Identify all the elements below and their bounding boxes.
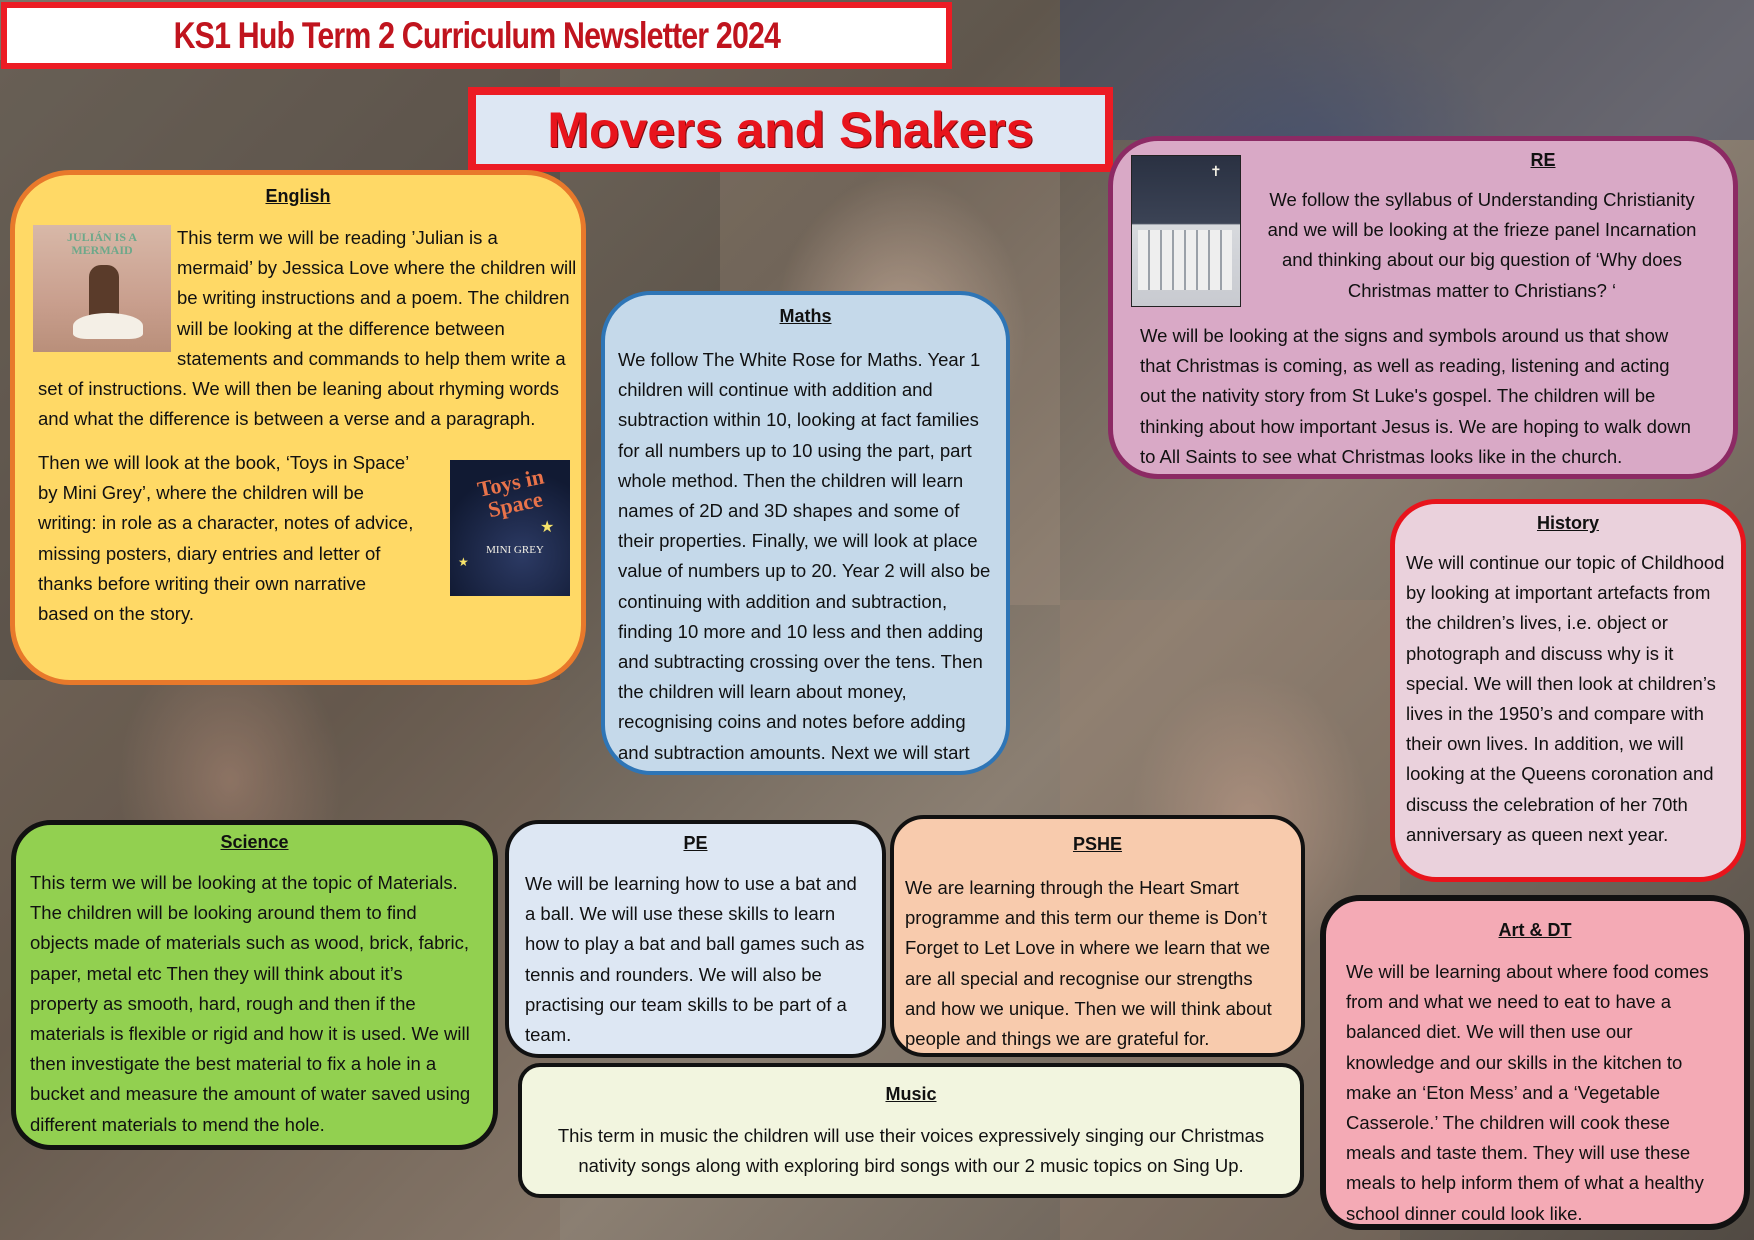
julian-is-a-mermaid-book-cover [33,225,171,352]
history-line: their own lives. In addition, we will [1406,733,1684,755]
history-line: anniversary as queen next year. [1406,823,1669,845]
maths-line: children will continue with addition and [618,379,933,401]
science-section [11,820,498,1150]
maths-line: continuing with addition and subtraction, [618,590,948,612]
music-body [522,1121,1300,1181]
music-line: nativity songs along with exploring bird songs with our 2 music topics on Sing Up. [578,1155,1244,1177]
pshe-line: programme and this term our theme is Don’t [905,907,1267,929]
science-line: materials is flexible or rigid and how it is used. We will [30,1023,470,1045]
pe-line: practising our team skills to be part of a [525,993,847,1015]
book-cover-author: MINI GREY [486,544,544,556]
maths-line: whole method. Then the children will learn [618,469,964,491]
history-line: discuss the celebration of her 70th [1406,793,1688,815]
art-dt-line: make an ‘Eton Mess’ and a ‘Vegetable [1346,1081,1661,1103]
pshe-line: and how we unique. Then we will think about [905,997,1272,1019]
maths-line: value of numbers up to 20. Year 2 will also be [618,560,991,582]
english-line: set of instructions. We will then be leaning about rhyming words [38,378,560,399]
english-line: statements and commands to help them write a [177,347,566,369]
art-dt-line: balanced diet. We will then use our [1346,1021,1633,1043]
maths-line: and subtraction amounts. Next we will start [618,741,970,763]
re-section [1108,136,1738,479]
music-heading: Music [885,1084,937,1104]
maths-heading: Maths [779,306,832,326]
star-icon: ★ [540,519,555,536]
pshe-line: Forget to Let Love in where we learn that we [905,937,1271,959]
newsletter-title-banner [1,2,952,69]
science-line: bucket and measure the amount of water saved using [30,1083,471,1105]
re-line: thinking about how important Jesus is. We are hoping to walk down [1140,415,1691,437]
english-line: will be looking at the difference between [177,317,505,339]
maths-line: recognising coins and notes before adding [618,711,966,733]
science-line: paper, metal etc Then they will think about it’s [30,962,403,984]
re-line: We follow the syllabus of Understanding Christianity [1269,189,1695,210]
pe-line: team. [525,1024,572,1046]
book-cover-title: Toys in Space [475,463,547,523]
art-dt-line: from and what we need to eat to have a [1346,991,1671,1013]
pshe-section [890,815,1305,1057]
maths-line: and subtracting crossing over the tens. Then [618,651,983,673]
maths-line: subtraction within 10, looking at fact families [618,409,979,431]
english-line: writing: in role as a character, notes of advice, [38,512,414,534]
re-heading: RE [1530,150,1556,170]
pshe-line: people and things we are grateful for. [905,1028,1210,1050]
art-dt-line: We will be learning about where food comes [1346,961,1709,982]
english-line: by Mini Grey’, where the children will be [38,482,364,504]
art-dt-body [1346,957,1709,1229]
re-line: to All Saints to see what Christmas looks like in the church. [1140,445,1623,467]
english-line: based on the story. [38,603,194,625]
maths-line: We follow The White Rose for Maths. Year 1 [618,349,981,370]
science-line: objects made of materials such as wood, brick, fabric, [30,932,470,954]
history-line: We will continue our topic of Childhood [1406,552,1725,573]
english-heading: English [265,186,331,206]
science-body [30,868,470,1140]
re-line: We will be looking at the signs and symbols around us that show [1140,325,1669,346]
art-dt-line: knowledge and our skills in the kitchen to [1346,1051,1683,1073]
english-section [10,170,586,685]
history-section [1390,499,1746,882]
re-line: that Christmas is coming, as well as reading, listening and acting [1140,355,1670,377]
cross-icon: ✝ [1210,163,1222,179]
science-line: property as smooth, hard, rough and then if the [30,992,416,1014]
pe-line: how to play a bat and ball games such as [525,933,865,955]
maths-line: names of 2D and 3D shapes and some of [618,500,960,522]
science-line: This term we will be looking at the topic of Materials. [30,872,458,893]
pe-section [505,820,886,1058]
art-dt-line: meals to help inform them of what a healthy [1346,1172,1704,1194]
maths-line: for all numbers up to 10 using the part, part [618,439,972,461]
history-body [1406,548,1724,850]
maths-line: their properties. Finally, we will look at place [618,530,978,552]
pshe-line: are all special and recognise our strengths [905,967,1253,989]
english-line: missing posters, diary entries and letter of [38,542,381,564]
english-paragraph-1-continued [38,374,559,434]
history-line: photograph and discuss why is it [1406,642,1674,664]
english-line: mermaid’ by Jessica Love where the children will [177,257,577,279]
frieze-panel-image [1131,155,1241,307]
re-paragraph-1 [1237,185,1727,306]
pshe-heading: PSHE [1072,834,1123,854]
pshe-body [905,873,1272,1054]
maths-body [618,345,990,768]
science-line: different materials to mend the hole. [30,1113,325,1135]
english-line: This term we will be reading ’Julian is a [177,227,498,248]
art-dt-line: meals and taste them. They will use these [1346,1142,1691,1164]
science-heading: Science [220,832,289,852]
re-line: and thinking about our big question of ‘Why does [1281,249,1683,271]
theme-banner [468,87,1113,172]
english-line: be writing instructions and a poem. The children [177,287,570,309]
pe-line: a ball. We will use these skills to learn [525,903,836,925]
history-line: lives in the 1950’s and compare with [1406,703,1704,725]
art-dt-heading: Art & DT [1498,920,1572,940]
re-line: and we will be looking at the frieze panel Incarnation [1267,219,1697,241]
english-line: Then we will look at the book, ‘Toys in Space’ [38,452,410,473]
english-line: thanks before writing their own narrative [38,572,367,594]
town-buildings-icon [1138,230,1232,290]
maths-line: the children will learn about money, [618,681,907,703]
art-dt-line: school dinner could look like. [1346,1202,1583,1224]
theme-title: Movers and Shakers [547,101,1034,158]
science-line: The children will be looking around them to find [30,902,417,924]
history-line: the children’s lives, i.e. object or [1406,612,1668,634]
book-cover-title: JULIÁN IS A MERMAID [66,230,138,257]
history-heading: History [1536,513,1599,533]
toys-in-space-book-cover [450,460,570,596]
english-paragraph-2 [38,448,413,629]
music-section [518,1063,1304,1198]
star-icon: ★ [458,555,469,569]
pe-heading: PE [683,833,708,853]
newsletter-title: KS1 Hub Term 2 Curriculum Newsletter 2024 [173,14,780,56]
english-paragraph-1 [177,223,576,374]
background-portrait-panel [1060,0,1754,140]
history-line: looking at the Queens coronation and [1406,763,1714,785]
pe-body [525,869,864,1050]
history-line: special. We will then look at children’s [1406,672,1716,694]
maths-section [601,291,1010,775]
art-dt-section [1320,895,1750,1230]
art-dt-line: Casserole.’ The children will cook these [1346,1112,1670,1134]
science-line: then investigate the best material to fix a hole in a [30,1053,437,1075]
re-line: out the nativity story from St Luke's gospel. The children will be [1140,385,1656,407]
re-paragraph-2 [1140,321,1691,472]
re-line: Christmas matter to Christians? ‘ [1347,279,1617,301]
english-line: and what the difference is between a verse and a paragraph. [38,408,536,430]
pe-line: We will be learning how to use a bat and [525,873,857,894]
pshe-line: We are learning through the Heart Smart [905,877,1239,898]
mermaid-tail-icon [73,313,143,339]
music-line: This term in music the children will use their voices expressively singing our Christmas [557,1125,1265,1146]
pe-line: tennis and rounders. We will also be [525,963,822,985]
history-line: by looking at important artefacts from [1406,582,1711,604]
maths-line: finding 10 more and 10 less and then adding [618,620,984,642]
